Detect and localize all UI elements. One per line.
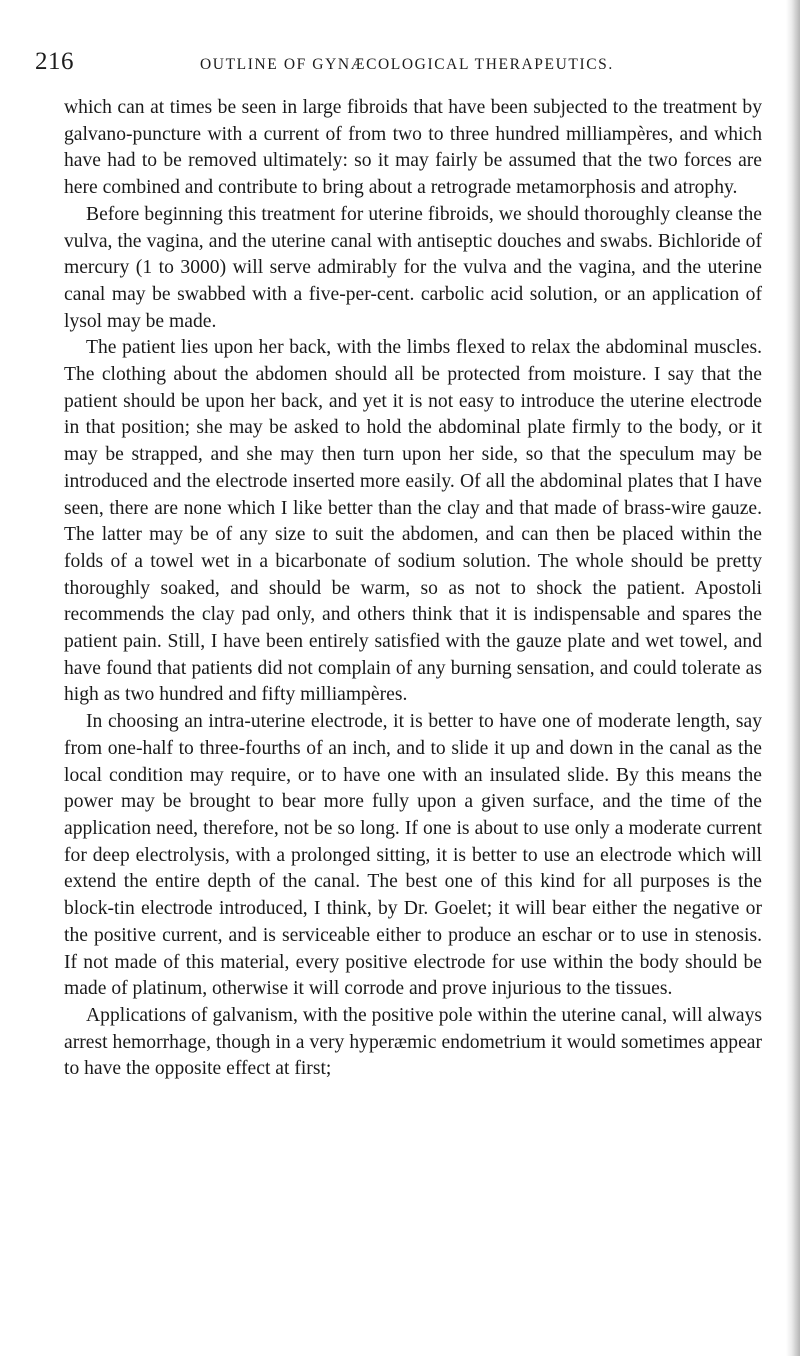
paragraph: which can at times be seen in large fibroids that have been subjected to the treatment by galvano-puncture with a current of from two to three hundred milliampères, and which have had to be removed ultimately: so it may fairly be assumed that the two forces are here combined and contribute to bring about a retrograde metamorphosis and atrophy. [64, 97, 762, 199]
page-edge-shadow [786, 0, 800, 1356]
page-number: 216 [35, 48, 74, 75]
running-title: OUTLINE OF GYNÆCOLOGICAL THERAPEUTICS. [200, 56, 614, 73]
page-header [35, 48, 735, 80]
paragraph: Applications of galvanism, with the positive pole within the uterine canal, will always arrest hemorrhage, though in a very hyperæmic endometrium it would sometimes appear to have the opposite effect at first; [64, 1004, 762, 1080]
paragraph: Before beginning this treatment for uterine fibroids, we should thoroughly cleanse the vulva, the vagina, and the uterine canal with antiseptic douches and swabs. Bichloride of mercury (1 to 3000) will serve admirably for the vulva and the vagina, and the uterine canal may be swabbed with a five-per-cent. carbolic acid solution, or an application of lysol may be made. [64, 203, 762, 332]
paragraph: The patient lies upon her back, with the limbs flexed to relax the abdominal muscles. The clothing about the abdomen should all be protected from moisture. I say that the patient should be upon her back, and yet it is not easy to introduce the uterine electrode in that position; she may be asked to hold the abdominal plate firmly to the body, or it may be strapped, and she may then turn upon her side, so that the speculum may be introduced and the electrode inserted more easily. Of all the abdominal plates that I have seen, there are none which I like better than the clay and that made of brass-wire gauze. The latter may be of any size to suit the abdomen, and can then be placed within the folds of a towel wet in a bicarbonate of sodium solution. The whole should be pretty thoroughly soaked, and should be warm, so as not to shock the patient. Apostoli recommends the clay pad only, and others think that it is indispensable and spares the patient pain. Still, I have been entirely satisfied with the gauze plate and wet towel, and have found that patients did not complain of any burning sensation, and could tolerate as high as two hundred and fifty milliampères. [64, 337, 762, 706]
body-text [64, 95, 762, 1083]
paragraph: In choosing an intra-uterine electrode, it is better to have one of moderate length, say from one-half to three-fourths of an inch, and to slide it up and down in the canal as the local condition may require, or to have one with an insulated slide. By this means the power may be brought to bear more fully upon a given surface, and the time of the application need, therefore, not be so long. If one is about to use only a moderate current for deep electrolysis, with a prolonged sitting, it is better to use an electrode which will extend the entire depth of the canal. The best one of this kind for all purposes is the block-tin electrode introduced, I think, by Dr. Goelet; it will bear either the negative or the positive current, and is serviceable either to produce an eschar or to use in stenosis. If not made of this material, every positive electrode for use within the body should be made of platinum, otherwise it will corrode and prove injurious to the tissues. [64, 711, 762, 1000]
